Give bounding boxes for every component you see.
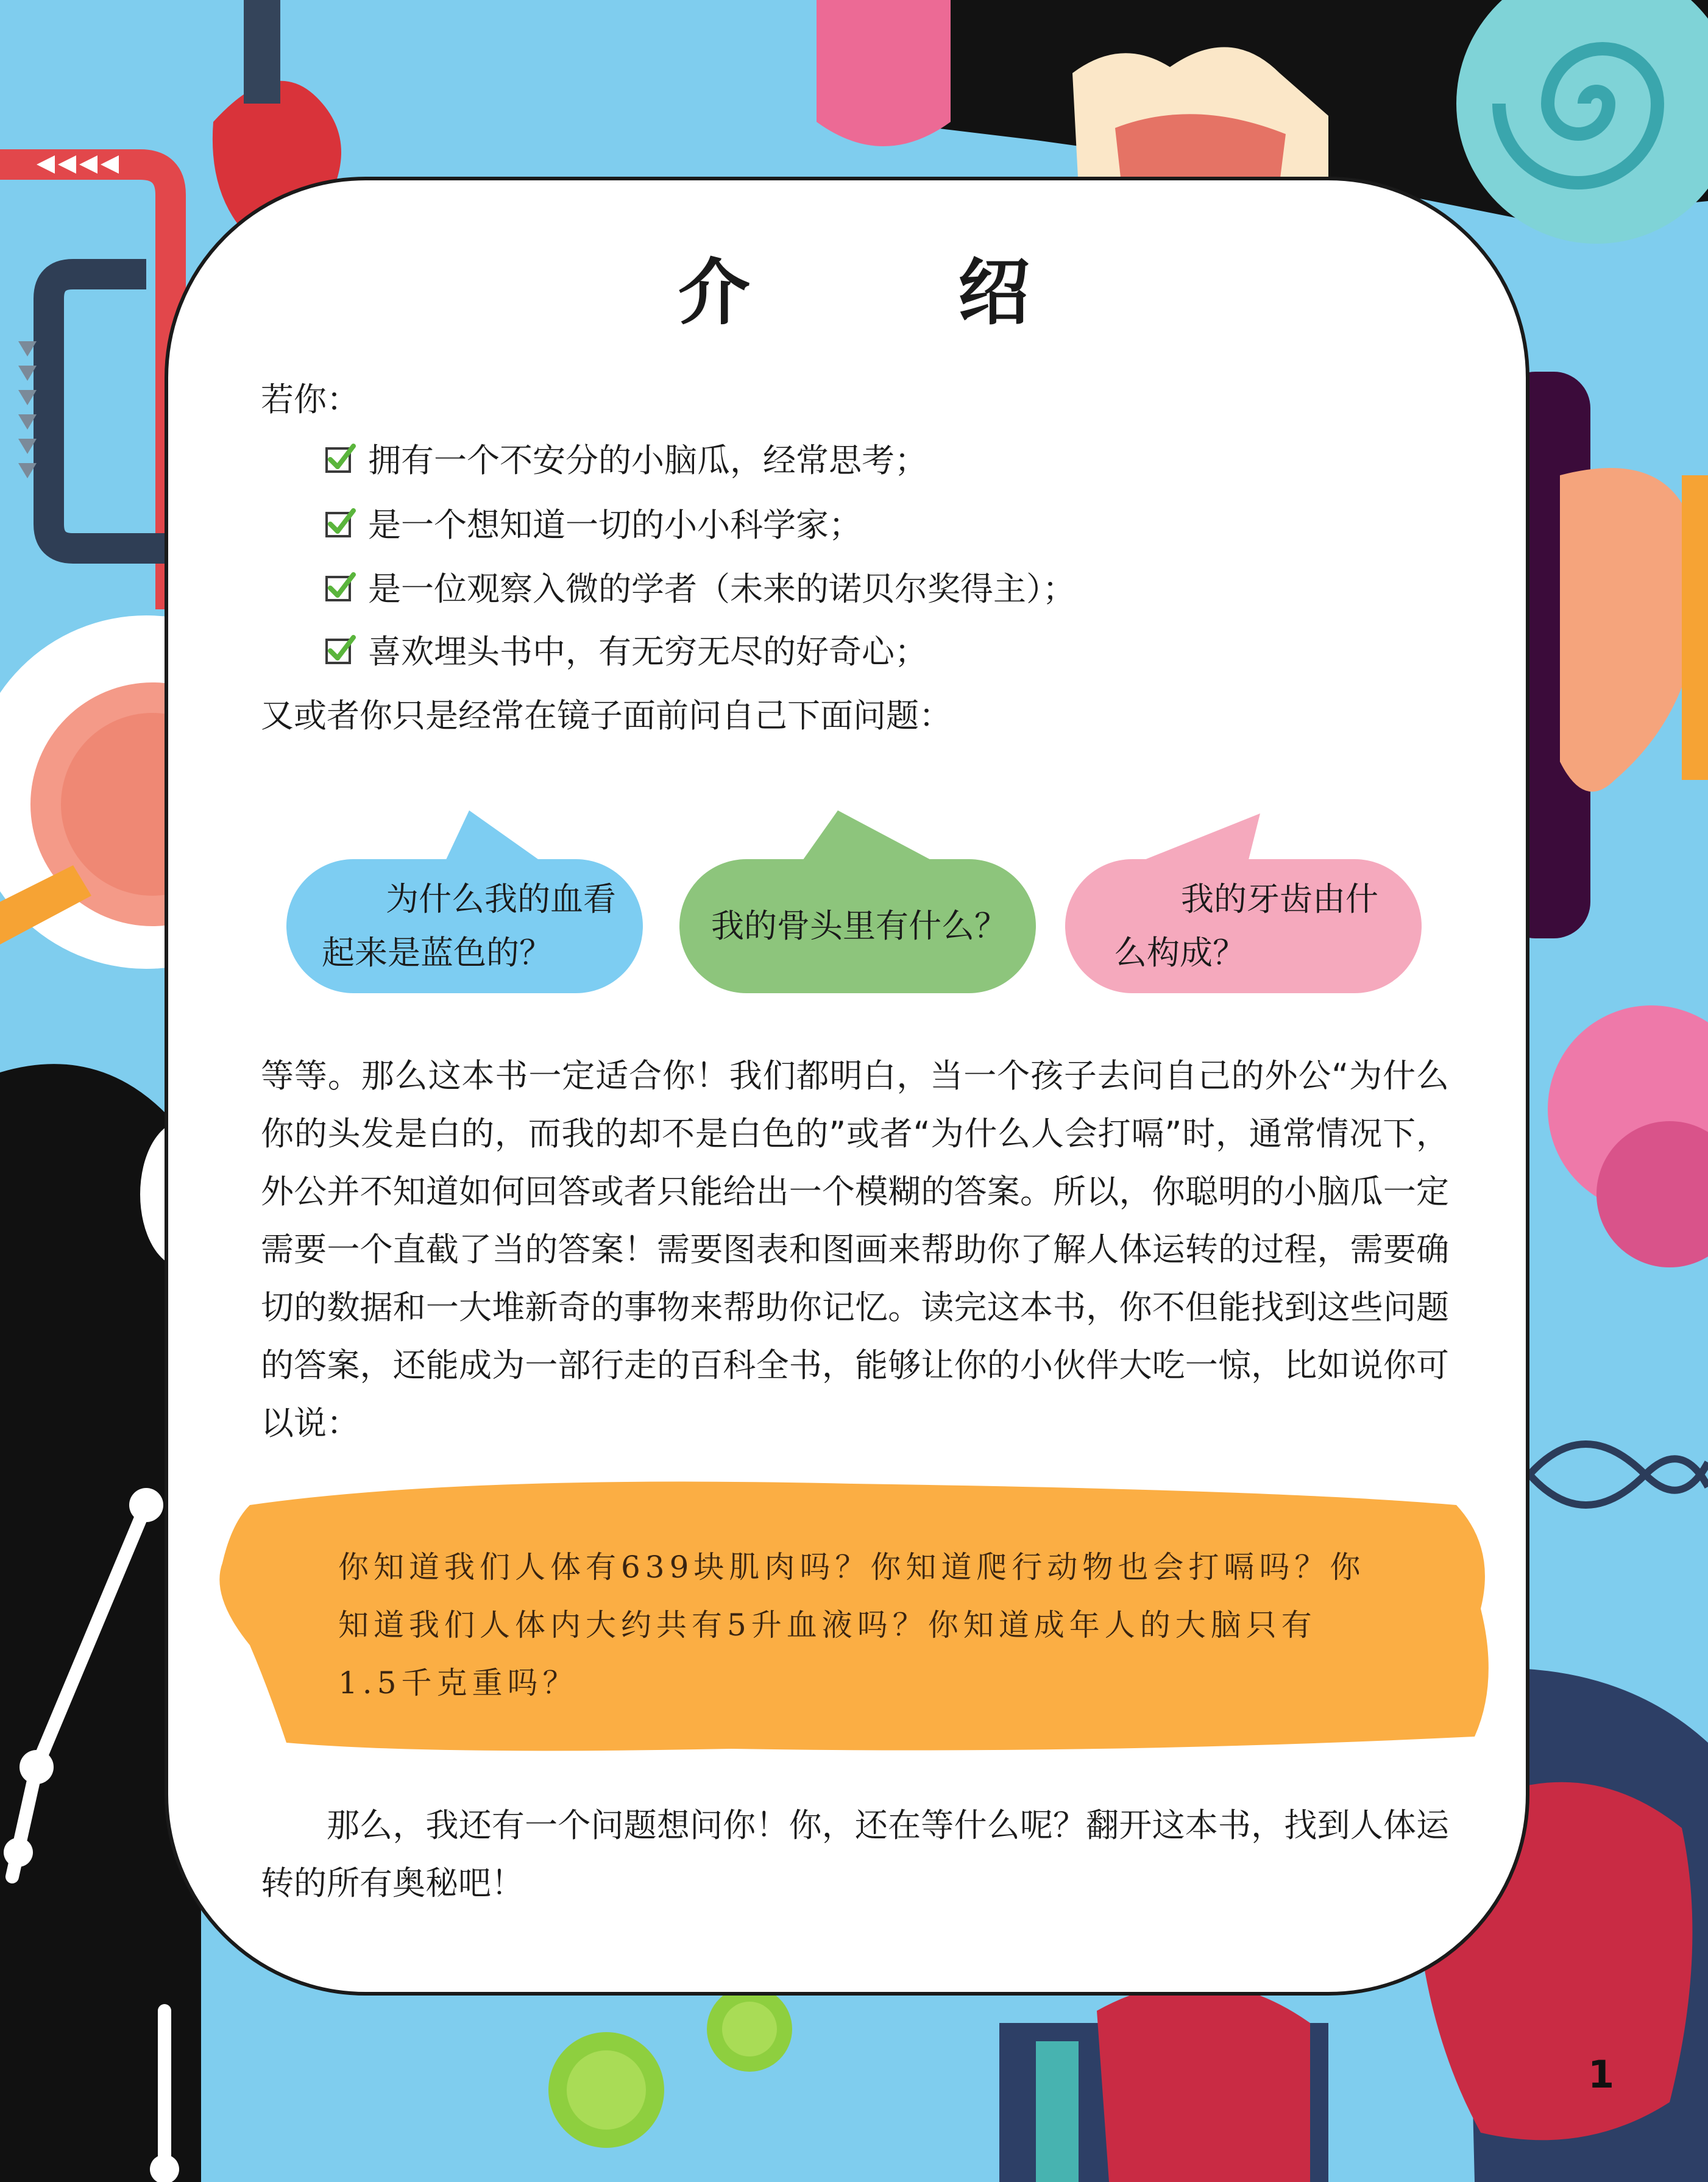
- checklist-item: [324, 620, 927, 678]
- question-line: 起来是蓝色的？: [322, 933, 552, 972]
- checkbox-checked-icon: [324, 442, 356, 474]
- lead-in-text: 又或者你只是经常在镜子面前问自己下面问题：: [261, 696, 952, 735]
- question-bubble-green: [679, 810, 1036, 993]
- checklist-text: 是一位观察入微的学者（未来的诺贝尔奖得主）；: [368, 570, 1075, 608]
- checklist-item: [324, 558, 1075, 615]
- question-bubble-blue: [286, 810, 643, 993]
- checklist-text: 拥有一个不安分的小脑瓜，经常思考；: [368, 441, 927, 480]
- facts-box-text: 你知道我们人体有639块肌肉吗？你知道爬行动物也会打嗝吗？你知道我们人体内大约共有5升血液吗？你知道成年人的大脑只有1.5千克重吗？: [338, 1550, 1366, 1701]
- checklist-text: 是一个想知道一切的小小科学家；: [368, 506, 862, 544]
- question-line: 我的牙齿由什: [1181, 880, 1378, 918]
- body-paragraph: 等等。那么这本书一定适合你！我们都明白，当一个孩子去问自己的外公“为什么你的头发是白的，而我的却不是白色的”或者“为什么人会打嗝”时，通常情况下，外公并不知道如何回答或者只能给出一个模糊的答案。所以，你聪明的小脑瓜一定需要一个直截了当的答案！需要图表和图画来帮助你了解人体运转的过程，需要确切的数据和一大堆新奇的事物来帮助你记忆。读完这本书，你不但能找到这些问题的答案，还能成为一部行走的百科全书，能够让你的小伙伴大吃一惊，比如说你可以说：: [261, 1057, 1449, 1442]
- closing-paragraph: 那么，我还有一个问题想问你！你，还在等什么呢？翻开这本书，找到人体运转的所有奥秘吧！: [261, 1806, 1449, 1902]
- checklist-item: [324, 429, 927, 487]
- checkbox-checked-icon: [324, 571, 356, 603]
- checklist-text: 喜欢埋头书中，有无穷无尽的好奇心；: [368, 632, 927, 671]
- page-number: 1: [1588, 2052, 1615, 2097]
- question-bubble-pink: [1065, 810, 1422, 993]
- page-title: 介 绍: [678, 250, 1122, 335]
- checkbox-checked-icon: [324, 507, 356, 539]
- checkbox-checked-icon: [324, 634, 356, 665]
- checklist-item: [324, 494, 862, 551]
- question-line: 么构成？: [1114, 933, 1246, 972]
- question-line: 我的骨头里有什么？: [711, 907, 1007, 945]
- intro-text: 若你：: [261, 380, 360, 419]
- question-line: 为什么我的血看: [386, 880, 616, 918]
- tongue-illustration: [817, 0, 951, 146]
